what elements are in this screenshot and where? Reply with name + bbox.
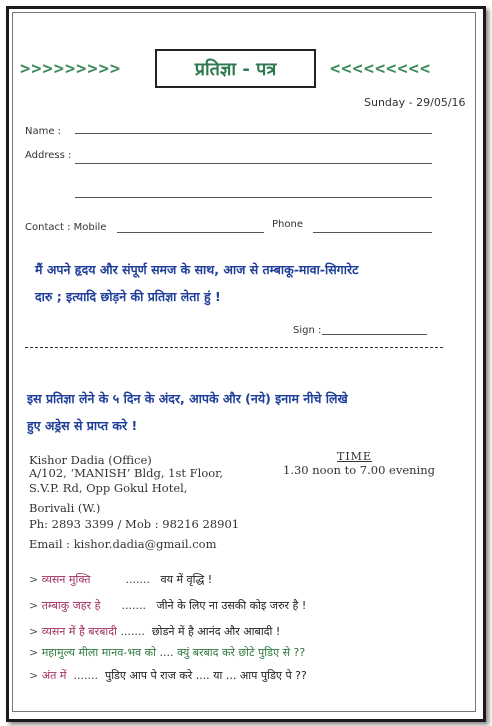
cut-line-divider <box>25 347 443 348</box>
pledge-line-1: मैं अपने हृदय और संपूर्ण समज के साथ, आज से तम्बाकू-मावा-सिगारेट <box>35 262 359 277</box>
slogan-1 <box>29 572 212 587</box>
address-line-2: S.V.P. Rd, Opp Gokul Hotel, <box>29 481 188 495</box>
name-field[interactable] <box>75 133 432 134</box>
slogan-dots: ....... <box>120 625 145 638</box>
sign-label: Sign : <box>293 325 322 336</box>
slogan-part-a: अंत में <box>41 669 67 682</box>
slogan-part-a: महामुल्य मीला मानव-भव को <box>41 646 156 659</box>
time-title: TIME <box>337 450 372 463</box>
slogan-marker: > <box>29 599 39 612</box>
pledge-line-2: दारु ; इत्यादि छोड़ने की प्रतिज्ञा लेता हुं ! <box>35 289 221 304</box>
slogan-dots: ....... <box>121 599 146 612</box>
slogan-marker: > <box>29 573 39 586</box>
email-address: Email : kishor.dadia@gmail.com <box>29 537 217 551</box>
pledge-statement <box>35 256 447 310</box>
title-text: प्रतिज्ञा - पत्र <box>194 58 277 80</box>
name-label: Name : <box>25 126 62 137</box>
slogan-marker: > <box>29 669 39 682</box>
prize-line-2: हुए अड्रेस से प्राप्त करे ! <box>27 418 138 433</box>
slogan-part-b: वय में वृद्धि ! <box>160 573 213 586</box>
arrows-left: >>>>>>>>> <box>20 59 122 79</box>
slogan-part-a: व्यसन मुक्ति <box>41 573 91 586</box>
address-field-line2[interactable] <box>75 197 432 198</box>
time-value: 1.30 noon to 7.00 evening <box>283 463 435 477</box>
slogan-dots: ....... <box>125 573 150 586</box>
address-field-line1[interactable] <box>75 163 432 164</box>
mobile-label: Contact : Mobile <box>25 222 107 233</box>
slogan-dots: ....... <box>73 669 98 682</box>
slogan-part-a: व्यसन में है बरबादी <box>41 625 117 638</box>
slogan-3 <box>29 624 280 639</box>
slogan-part-b: क्युं बरबाद करे छोटे पुडिए से ?? <box>176 646 306 659</box>
slogan-dots: .... <box>159 646 174 659</box>
phone-label: Phone <box>272 219 303 230</box>
slogan-part-b: छोडने में है आनंद और आबादी ! <box>151 625 281 638</box>
slogan-2 <box>29 598 306 613</box>
slogan-part-b: जीने के लिए ना उसकी कोइ जरुर है ! <box>156 599 307 612</box>
prize-line-1: इस प्रतिज्ञा लेने के ५ दिन के अंदर, आपके और (नये) इनाम नीचे लिखे <box>27 391 348 406</box>
slogan-marker: > <box>29 625 39 638</box>
prize-statement <box>27 385 447 439</box>
sign-field[interactable] <box>322 334 427 335</box>
date-label: Sunday - 29/05/16 <box>364 96 466 109</box>
phone-numbers: Ph: 2893 3399 / Mob : 98216 28901 <box>29 517 240 531</box>
slogan-part-a: तम्बाकु जहर हे <box>41 599 101 612</box>
mobile-field[interactable] <box>117 232 264 233</box>
office-name: Kishor Dadia (Office) <box>29 453 152 467</box>
address-line-3: Borivali (W.) <box>29 501 101 515</box>
document-title <box>155 49 316 88</box>
address-line-1: A/102, ‘MANISH’ Bldg, 1st Floor, <box>29 466 224 480</box>
slogan-marker: > <box>29 646 39 659</box>
address-label: Address : <box>25 150 72 161</box>
arrows-right: <<<<<<<<< <box>330 59 432 79</box>
slogan-5 <box>29 668 307 683</box>
slogan-part-b: पुडिए आप पे राज करे .... या ... आप पुडिए पे ?? <box>104 669 307 682</box>
phone-field[interactable] <box>313 232 432 233</box>
slogan-4 <box>29 645 305 660</box>
